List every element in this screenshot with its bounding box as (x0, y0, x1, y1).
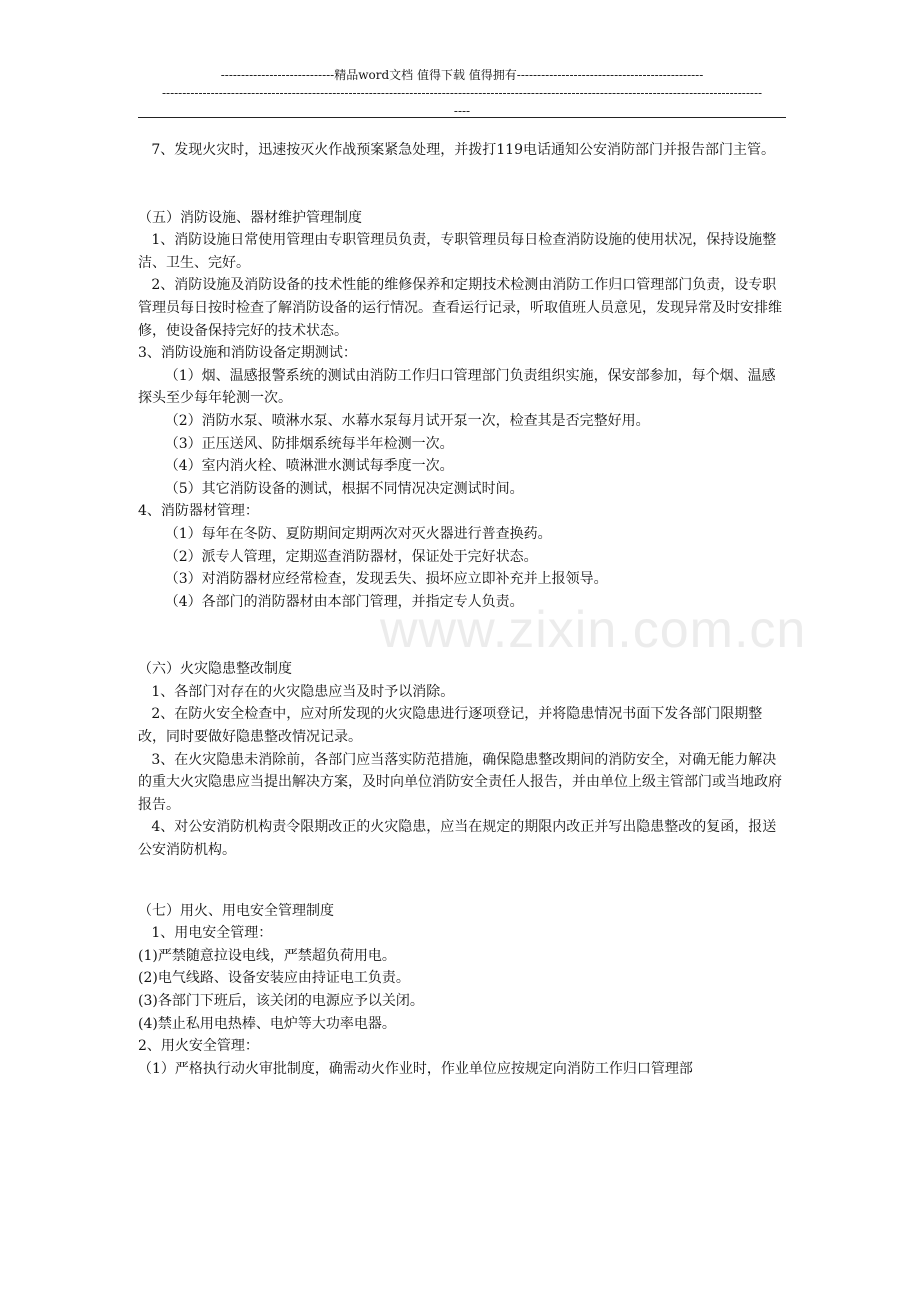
section-5-item-3-1: （1）烟、温感报警系统的测试由消防工作归口管理部门负责组织实施，保安部参加，每个烟、温感探头至少每年轮测一次。 (138, 367, 776, 407)
section-5-item-4-1: （1）每年在冬防、夏防期间定期两次对灭火器进行普查换药。 (138, 525, 552, 542)
section-5-item-2: 2、消防设施及消防设备的技术性能的维修保养和定期技术检测由消防工作归口管理部门负责，设专职管理员每日按时检查了解消防设备的运行情况。查看运行记录，听取值班人员意见，发现异常及时安排维修，使设备保持完好的技术状态。 (138, 277, 782, 339)
section-5-title: （五）消防设施、器材维护管理制度 (138, 209, 362, 226)
section-5-item-1: 1、消防设施日常使用管理由专职管理员负责，专职管理员每日检查消防设施的使用状况，保持设施整洁、卫生、完好。 (138, 232, 777, 271)
section-5-item-3-5: （5）其它消防设备的测试，根据不同情况决定测试时间。 (138, 480, 524, 497)
section-7-item-1-3: (3)各部门下班后，该关闭的电源应予以关闭。 (138, 993, 424, 1009)
section-7-item-1-2: (2)电气线路、设备安装应由持证电工负责。 (138, 970, 410, 987)
section-5-item-4-4: （4）各部门的消防器材由本部门管理，并指定专人负责。 (138, 593, 524, 610)
section-5-item-4-3: （3）对消防器材应经常检查，发现丢失、损坏应立即补充并上报领导。 (138, 571, 608, 588)
section-7-item-1-1: (1)严禁随意拉设电线，严禁超负荷用电。 (138, 947, 396, 964)
document-body (138, 139, 786, 1080)
section-5-item-3-3: （3）正压送风、防排烟系统每半年检测一次。 (138, 435, 454, 452)
section-7-item-1-4: (4)禁止私用电热棒、电炉等大功率电器。 (138, 1015, 396, 1032)
section-5-item-3-2: （2）消防水泵、喷淋水泵、水幕水泵每月试开泵一次，检查其是否完整好用。 (138, 412, 650, 429)
section-6-item-4: 4、对公安消防机构责令限期改正的火灾隐患，应当在规定的期限内改正并写出隐患整改的复函，报送公安消防机构。 (138, 819, 777, 859)
header-line-2: ---------------------------------------------------------------------------------------------------------------------------------------------------- (161, 86, 763, 100)
watermark: www.zixin.com.cn (380, 601, 807, 659)
section-5-item-3: 3、消防设施和消防设备定期测试： (138, 345, 357, 362)
section-5-item-4: 4、消防器材管理： (138, 503, 259, 520)
header-divider (138, 117, 786, 118)
section-5-item-4-2: （2）派专人管理，定期巡查消防器材，保证处于完好状态。 (138, 548, 538, 565)
header-line-1: ----------------------------精品word文档 值得下载 值得拥有---------------------------------------------- (220, 68, 704, 82)
section-7-item-2-1: （1）严格执行动火审批制度，确需动火作业时，作业单位应按规定向消防工作归口管理部 (138, 1060, 693, 1077)
section-7-title: （七）用火、用电安全管理制度 (138, 902, 334, 919)
section-6-title: （六）火灾隐患整改制度 (138, 661, 292, 678)
section-6-item-2: 2、在防火安全检查中，应对所发现的火灾隐患进行逐项登记，并将隐患情况书面下发各部门限期整改，同时要做好隐患整改情况记录。 (138, 706, 763, 746)
section-7-item-2: 2、用火安全管理： (138, 1038, 259, 1055)
section-6-item-3: 3、在火灾隐患未消除前，各部门应当落实防范措施，确保隐患整改期间的消防安全，对确无能力解决的重大火灾隐患应当提出解决方案，及时向单位消防安全责任人报告，并由单位上级主管部门或当地政府报告。 (138, 751, 782, 813)
page-header (138, 66, 786, 120)
header-line-3: ---- (453, 104, 471, 118)
section-6-item-1: 1、各部门对存在的火灾隐患应当及时予以消除。 (138, 683, 455, 700)
section-7-item-1: 1、用电安全管理： (138, 925, 273, 942)
section-5-item-3-4: （4）室内消火栓、喷淋泄水测试每季度一次。 (138, 458, 454, 475)
paragraph-7: 7、发现火灾时，迅速按灭火作战预案紧急处理，并拨打119电话通知公安消防部门并报告部门主管。 (138, 142, 775, 158)
